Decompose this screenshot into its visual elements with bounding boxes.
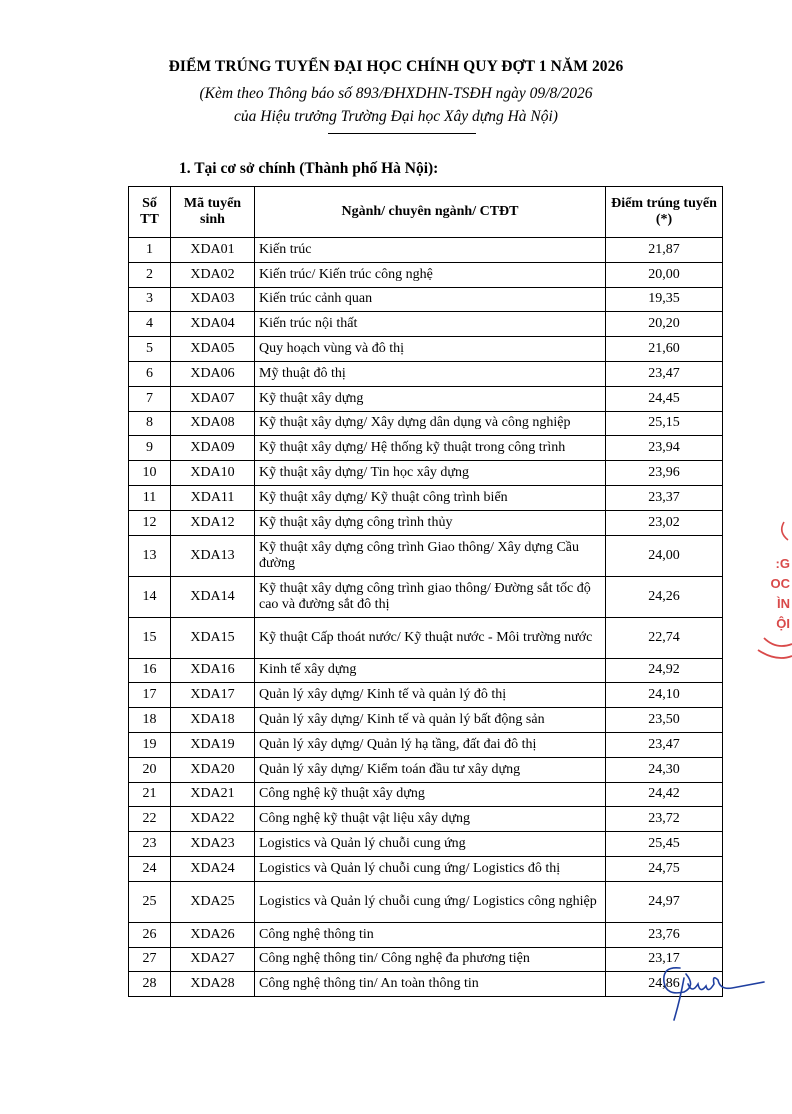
row-stt: 24 [129,856,171,881]
stamp-arc-icon [754,520,792,670]
row-code: XDA21 [171,782,255,807]
table-row [129,436,723,461]
table-row [129,832,723,857]
table-row [129,881,723,922]
row-score: 20,00 [606,262,723,287]
table-row [129,287,723,312]
table-row [129,757,723,782]
row-score: 21,87 [606,238,723,263]
row-code: XDA07 [171,386,255,411]
row-stt: 18 [129,708,171,733]
row-code: XDA28 [171,972,255,997]
row-stt: 10 [129,461,171,486]
row-stt: 8 [129,411,171,436]
row-major: Quy hoạch vùng và đô thị [255,337,606,362]
row-score: 24,26 [606,576,723,617]
row-score: 23,47 [606,732,723,757]
row-code: XDA20 [171,757,255,782]
row-major: Logistics và Quản lý chuỗi cung ứng/ Logistics đô thị [255,856,606,881]
row-code: XDA10 [171,461,255,486]
row-stt: 2 [129,262,171,287]
table-row [129,683,723,708]
row-score: 22,74 [606,617,723,658]
stamp-fragment [754,520,792,670]
row-code: XDA22 [171,807,255,832]
header-score: Điểm trúng tuyển (*) [606,187,723,238]
table-row [129,461,723,486]
row-code: XDA09 [171,436,255,461]
row-code: XDA12 [171,510,255,535]
row-code: XDA18 [171,708,255,733]
row-major: Công nghệ thông tin/ Công nghệ đa phương tiện [255,947,606,972]
row-code: XDA26 [171,922,255,947]
row-major: Quản lý xây dựng/ Kinh tế và quản lý bất động sản [255,708,606,733]
table-row [129,312,723,337]
row-code: XDA25 [171,881,255,922]
table-row [129,658,723,683]
row-score: 21,60 [606,337,723,362]
stamp-char-3: ÌN [777,596,790,611]
table-row [129,782,723,807]
stamp-char-2: OC [770,576,790,591]
row-score: 23,76 [606,922,723,947]
row-score: 23,94 [606,436,723,461]
row-code: XDA19 [171,732,255,757]
row-score: 24,97 [606,881,723,922]
row-stt: 19 [129,732,171,757]
row-stt: 5 [129,337,171,362]
row-score: 25,45 [606,832,723,857]
table-row [129,337,723,362]
row-score: 24,00 [606,535,723,576]
row-major: Logistics và Quản lý chuỗi cung ứng/ Logistics công nghiệp [255,881,606,922]
row-major: Công nghệ thông tin [255,922,606,947]
table-row [129,510,723,535]
row-major: Kinh tế xây dựng [255,658,606,683]
table-row [129,947,723,972]
row-stt: 26 [129,922,171,947]
table-row [129,972,723,997]
row-stt: 21 [129,782,171,807]
row-major: Quản lý xây dựng/ Quản lý hạ tầng, đất đai đô thị [255,732,606,757]
table-row [129,807,723,832]
table-row [129,732,723,757]
row-code: XDA27 [171,947,255,972]
row-major: Công nghệ kỹ thuật vật liệu xây dựng [255,807,606,832]
row-stt: 3 [129,287,171,312]
row-major: Kỹ thuật Cấp thoát nước/ Kỹ thuật nước - Môi trường nước [255,617,606,658]
row-major: Quản lý xây dựng/ Kinh tế và quản lý đô thị [255,683,606,708]
row-score: 23,96 [606,461,723,486]
signature-icon [640,960,770,1024]
row-stt: 6 [129,361,171,386]
stamp-char-4: ỘI [776,616,790,631]
row-stt: 7 [129,386,171,411]
row-code: XDA11 [171,485,255,510]
row-code: XDA15 [171,617,255,658]
row-score: 24,86 [606,972,723,997]
row-stt: 27 [129,947,171,972]
row-major: Kiến trúc/ Kiến trúc công nghệ [255,262,606,287]
header-stt: Số TT [129,187,171,238]
stamp-char-1: :G [775,556,790,571]
table-row [129,576,723,617]
table-row [129,922,723,947]
row-major: Kỹ thuật xây dựng [255,386,606,411]
row-score: 19,35 [606,287,723,312]
row-score: 23,47 [606,361,723,386]
row-major: Logistics và Quản lý chuỗi cung ứng [255,832,606,857]
table-row [129,708,723,733]
row-major: Kỹ thuật xây dựng/ Tin học xây dựng [255,461,606,486]
document-subtitle-line1: (Kèm theo Thông báo số 893/ĐHXDHN-TSĐH ngày 09/8/2026 [199,85,593,102]
header-major: Ngành/ chuyên ngành/ CTĐT [255,187,606,238]
row-stt: 11 [129,485,171,510]
table-body [129,238,723,997]
row-major: Kiến trúc cảnh quan [255,287,606,312]
row-major: Kiến trúc nội thất [255,312,606,337]
row-major: Kỹ thuật xây dựng công trình giao thông/ Đường sắt tốc độ cao và đường sắt đô thị [255,576,606,617]
row-score: 23,37 [606,485,723,510]
row-code: XDA01 [171,238,255,263]
row-code: XDA02 [171,262,255,287]
row-stt: 28 [129,972,171,997]
row-code: XDA13 [171,535,255,576]
header-code: Mã tuyển sinh [171,187,255,238]
row-score: 24,92 [606,658,723,683]
table-header-row [129,187,723,238]
row-code: XDA24 [171,856,255,881]
row-major: Kỹ thuật xây dựng/ Hệ thống kỹ thuật trong công trình [255,436,606,461]
row-stt: 13 [129,535,171,576]
row-stt: 20 [129,757,171,782]
table-row [129,485,723,510]
row-major: Công nghệ kỹ thuật xây dựng [255,782,606,807]
table-row [129,361,723,386]
row-major: Công nghệ thông tin/ An toàn thông tin [255,972,606,997]
row-code: XDA14 [171,576,255,617]
row-code: XDA17 [171,683,255,708]
row-major: Kỹ thuật xây dựng công trình Giao thông/ Xây dựng Cầu đường [255,535,606,576]
table-row [129,617,723,658]
row-score: 23,50 [606,708,723,733]
title-divider [328,133,476,134]
document-subtitle-line2: của Hiệu trưởng Trường Đại học Xây dựng Hà Nội) [234,108,558,125]
row-code: XDA23 [171,832,255,857]
row-score: 24,42 [606,782,723,807]
row-score: 23,72 [606,807,723,832]
signature [640,960,770,1029]
row-code: XDA04 [171,312,255,337]
table-row [129,411,723,436]
row-major: Kỹ thuật xây dựng/ Xây dựng dân dụng và công nghiệp [255,411,606,436]
row-code: XDA03 [171,287,255,312]
row-stt: 17 [129,683,171,708]
row-major: Kiến trúc [255,238,606,263]
row-score: 24,75 [606,856,723,881]
row-stt: 9 [129,436,171,461]
row-major: Kỹ thuật xây dựng công trình thủy [255,510,606,535]
row-stt: 22 [129,807,171,832]
row-stt: 23 [129,832,171,857]
row-score: 23,17 [606,947,723,972]
row-code: XDA05 [171,337,255,362]
table-row [129,238,723,263]
row-stt: 12 [129,510,171,535]
row-code: XDA06 [171,361,255,386]
row-stt: 16 [129,658,171,683]
table-row [129,386,723,411]
row-score: 24,10 [606,683,723,708]
row-score: 20,20 [606,312,723,337]
table-row [129,535,723,576]
row-major: Kỹ thuật xây dựng/ Kỹ thuật công trình biển [255,485,606,510]
row-stt: 1 [129,238,171,263]
row-code: XDA16 [171,658,255,683]
row-score: 24,30 [606,757,723,782]
row-code: XDA08 [171,411,255,436]
row-stt: 14 [129,576,171,617]
table-row [129,856,723,881]
row-score: 23,02 [606,510,723,535]
row-stt: 25 [129,881,171,922]
table-row [129,262,723,287]
admission-scores-table [128,186,723,997]
row-stt: 4 [129,312,171,337]
row-score: 24,45 [606,386,723,411]
document-title: ĐIỂM TRÚNG TUYỂN ĐẠI HỌC CHÍNH QUY ĐỢT 1 NĂM 2026 [168,58,624,75]
section-heading: 1. Tại cơ sở chính (Thành phố Hà Nội): [179,160,439,177]
row-score: 25,15 [606,411,723,436]
row-major: Mỹ thuật đô thị [255,361,606,386]
row-stt: 15 [129,617,171,658]
row-major: Quản lý xây dựng/ Kiểm toán đầu tư xây dựng [255,757,606,782]
